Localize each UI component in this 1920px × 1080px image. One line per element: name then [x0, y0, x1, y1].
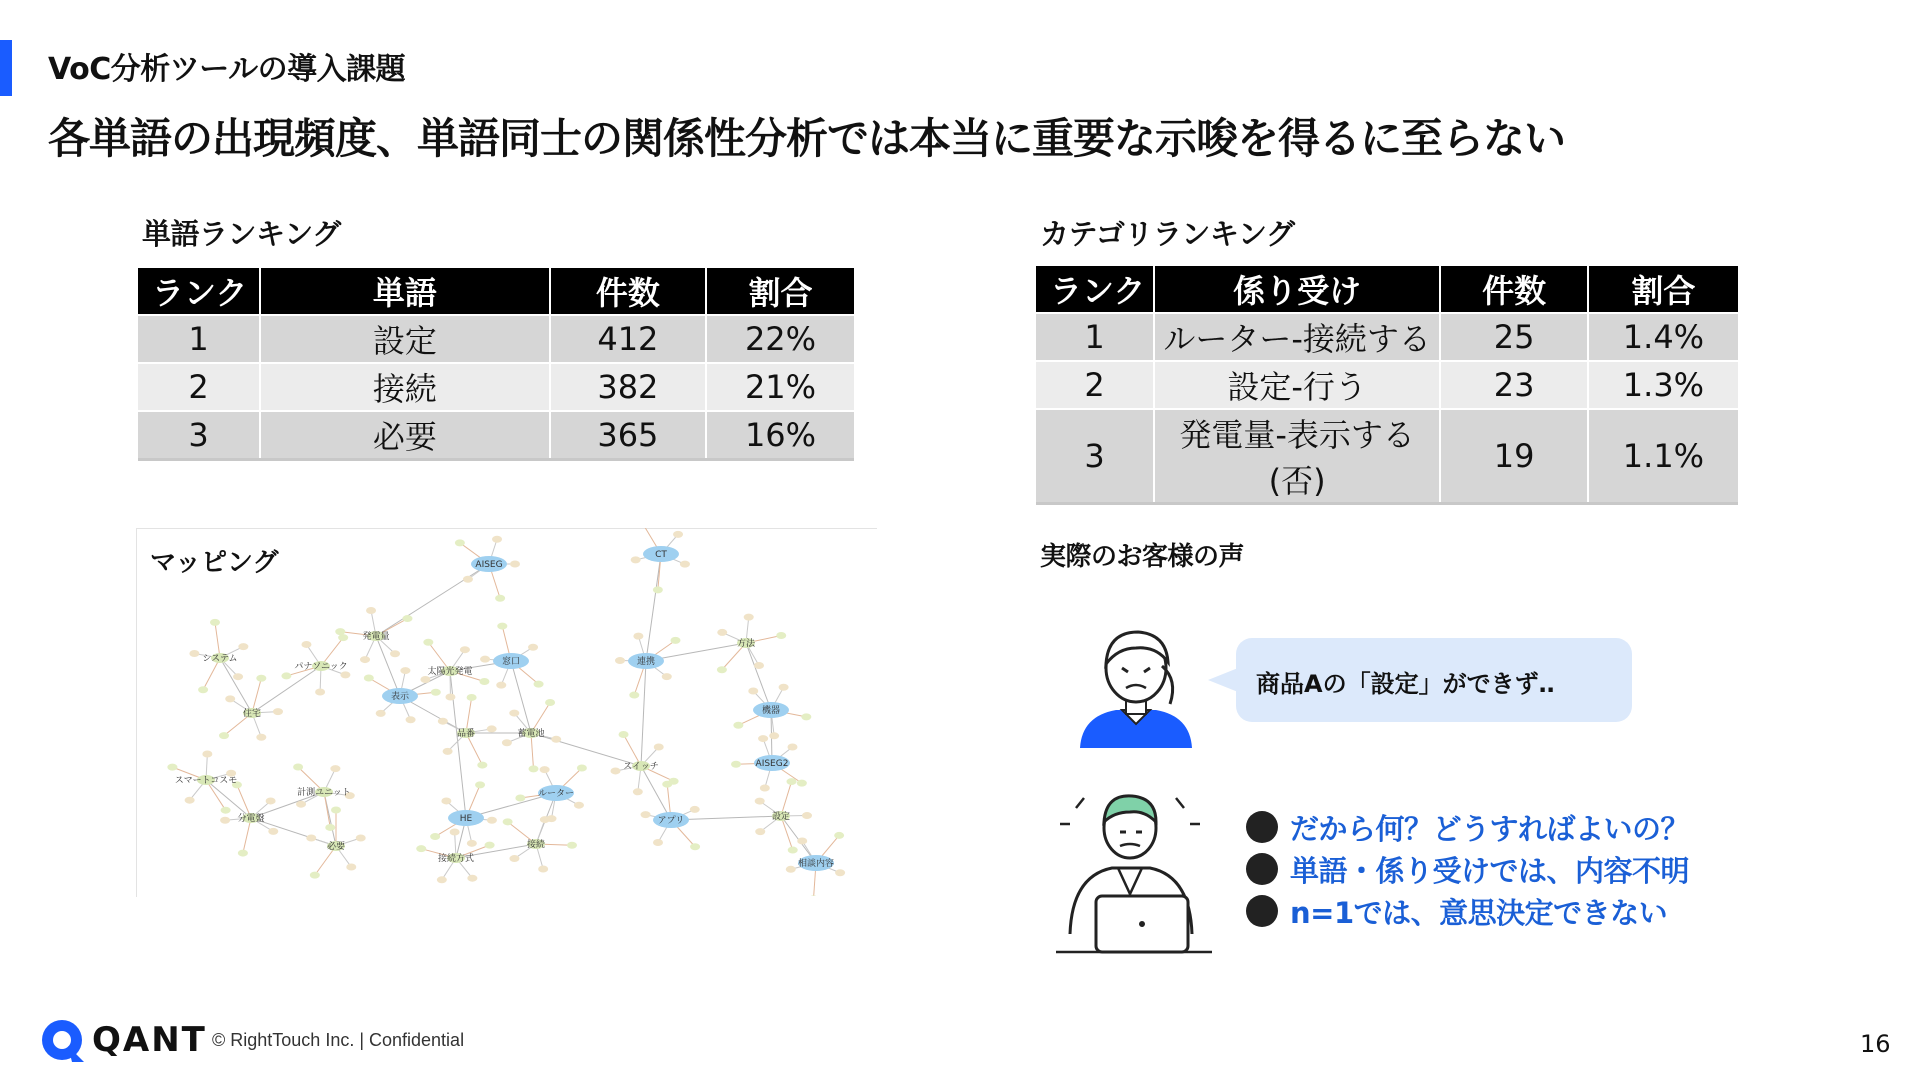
- network-leaf-node: [406, 716, 416, 723]
- network-leaf-node: [748, 687, 758, 694]
- network-leaf-node: [467, 875, 477, 882]
- network-leaf-node: [744, 614, 754, 621]
- network-leaf-node: [690, 806, 700, 813]
- count-cell: 23: [1440, 361, 1588, 409]
- network-leaf-node: [787, 743, 797, 750]
- network-leaf-node: [335, 628, 345, 635]
- network-node-label: 品番: [456, 729, 476, 739]
- network-edge: [466, 697, 472, 733]
- ratio-cell: 22%: [706, 315, 854, 363]
- network-leaf-node: [834, 832, 844, 839]
- concern-item: [1246, 806, 1689, 848]
- network-leaf-node: [534, 681, 544, 688]
- network-leaf-node: [273, 708, 283, 715]
- network-leaf-node: [577, 764, 587, 771]
- network-leaf-node: [788, 847, 798, 854]
- network-leaf-node: [467, 840, 477, 847]
- network-leaf-node: [769, 732, 779, 739]
- count-cell: 412: [550, 315, 706, 363]
- word-ranking-title: 単語ランキング: [142, 217, 341, 251]
- network-node-label: 設定: [771, 812, 791, 822]
- word-cell: 接続: [260, 363, 550, 411]
- network-node-label: 窓口: [501, 657, 521, 667]
- network-leaf-node: [797, 837, 807, 844]
- network-node-label: 蓄電池: [517, 729, 545, 739]
- network-leaf-node: [615, 657, 625, 664]
- network-leaf-node: [540, 766, 550, 773]
- table-row: [1036, 313, 1738, 361]
- network-leaf-node: [528, 644, 538, 651]
- network-leaf-node: [755, 798, 765, 805]
- network-leaf-node: [540, 816, 550, 823]
- network-leaf-node: [281, 672, 291, 679]
- network-leaf-node: [509, 855, 519, 862]
- network-leaf-node: [346, 864, 356, 871]
- network-node-label: HE: [459, 814, 473, 824]
- network-node-label: アプリ: [657, 816, 685, 826]
- network-leaf-node: [619, 731, 629, 738]
- network-edge: [746, 643, 771, 710]
- network-edge: [781, 782, 792, 816]
- column-header: 割合: [1588, 266, 1738, 313]
- column-header: ランク: [1036, 266, 1154, 313]
- network-node-label: AISEG: [475, 560, 503, 570]
- network-leaf-node: [529, 765, 539, 772]
- network-leaf-node: [423, 639, 433, 646]
- category-ranking-table: [1036, 266, 1738, 505]
- network-node-label: スイッチ: [623, 762, 659, 772]
- bullet-dot-icon: [1246, 853, 1278, 885]
- table-row: [1036, 409, 1738, 504]
- network-leaf-node: [629, 692, 639, 699]
- ratio-cell: 21%: [706, 363, 854, 411]
- network-leaf-node: [654, 743, 664, 750]
- network-node-label: 接続方式: [437, 854, 475, 864]
- rank-cell: 3: [138, 411, 260, 460]
- network-node-label: 接続: [526, 840, 546, 850]
- network-leaf-node: [787, 778, 797, 785]
- network-leaf-node: [776, 632, 786, 639]
- customer-quote: 商品Aの「設定」ができず‥: [1256, 670, 1555, 698]
- network-leaf-node: [496, 682, 506, 689]
- network-leaf-node: [416, 845, 426, 852]
- footer-copyright: © RightTouch Inc. | Confidential: [212, 1030, 465, 1050]
- network-leaf-node: [574, 802, 584, 809]
- column-header: 件数: [1440, 266, 1588, 313]
- word-cell: 設定: [260, 315, 550, 363]
- rank-cell: 2: [138, 363, 260, 411]
- network-leaf-node: [460, 646, 470, 653]
- network-leaf-node: [509, 710, 519, 717]
- count-cell: 19: [1440, 409, 1588, 504]
- network-leaf-node: [296, 801, 306, 808]
- speech-bubble-tail: [1208, 668, 1238, 692]
- count-cell: 382: [550, 363, 706, 411]
- network-leaf-node: [717, 629, 727, 636]
- table-row: [138, 411, 854, 460]
- network-leaf-node: [185, 797, 195, 804]
- network-leaf-node: [360, 656, 370, 663]
- analyst-with-laptop-icon: [1056, 784, 1212, 960]
- column-header: ランク: [138, 268, 260, 315]
- network-leaf-node: [808, 895, 818, 896]
- network-leaf-node: [310, 872, 320, 879]
- network-leaf-node: [551, 736, 561, 743]
- network-leaf-node: [400, 667, 410, 674]
- network-leaf-node: [438, 718, 448, 725]
- network-edge: [376, 564, 489, 636]
- rank-cell: 1: [1036, 313, 1154, 361]
- network-leaf-node: [477, 762, 487, 769]
- network-leaf-node: [545, 699, 555, 706]
- network-node-label: パナソニック: [294, 662, 348, 672]
- network-leaf-node: [455, 539, 465, 546]
- phrase-cell: ルーター-接続する: [1154, 313, 1440, 361]
- network-leaf-node: [376, 710, 386, 717]
- network-leaf-node: [731, 761, 741, 768]
- network-leaf-node: [356, 834, 366, 841]
- network-node-label: 必要: [326, 842, 346, 852]
- network-leaf-node: [233, 673, 243, 680]
- network-leaf-node: [690, 843, 700, 850]
- concern-text: n=1では、意思決定できない: [1290, 895, 1668, 930]
- table-header-row: [138, 268, 854, 315]
- network-leaf-node: [758, 735, 768, 742]
- network-leaf-node: [779, 684, 789, 691]
- network-leaf-node: [653, 839, 663, 846]
- network-node-label: 方法: [736, 639, 756, 649]
- network-node-label: 表示: [390, 692, 410, 702]
- network-leaf-node: [256, 734, 266, 741]
- network-leaf-node: [510, 561, 520, 568]
- network-leaf-node: [487, 817, 497, 824]
- network-leaf-node: [167, 764, 177, 771]
- table-header-row: [1036, 266, 1738, 313]
- network-edge: [450, 671, 466, 818]
- network-node-label: 連携: [636, 657, 656, 667]
- network-leaf-node: [797, 780, 807, 787]
- table-row: [1036, 361, 1738, 409]
- brand-name: QANT: [92, 1020, 207, 1060]
- mapping-title: マッピング: [150, 548, 279, 578]
- network-leaf-node: [266, 797, 276, 804]
- column-header: 単語: [260, 268, 550, 315]
- voice-title: 実際のお客様の声: [1040, 542, 1245, 572]
- network-leaf-node: [420, 676, 430, 683]
- phrase-cell: 発電量-表示する(否): [1154, 409, 1440, 504]
- network-leaf-node: [631, 556, 641, 563]
- network-leaf-node: [653, 586, 663, 593]
- network-leaf-node: [221, 807, 231, 814]
- network-leaf-node: [364, 675, 374, 682]
- network-edge: [646, 554, 661, 661]
- ratio-cell: 1.4%: [1588, 313, 1738, 361]
- network-leaf-node: [495, 595, 505, 602]
- word-ranking-table: [138, 268, 854, 461]
- network-leaf-node: [670, 637, 680, 644]
- network-leaf-node: [443, 748, 453, 755]
- network-node-label: 住宅: [242, 709, 262, 719]
- network-leaf-node: [754, 662, 764, 669]
- network-leaf-node: [366, 607, 376, 614]
- network-leaf-node: [673, 531, 683, 538]
- bullet-dot-icon: [1246, 811, 1278, 843]
- network-leaf-node: [802, 812, 812, 819]
- concern-text: 単語・係り受けでは、内容不明: [1290, 853, 1690, 888]
- network-node-label: 相談内容: [797, 859, 835, 869]
- network-leaf-node: [662, 781, 672, 788]
- count-cell: 365: [550, 411, 706, 460]
- network-leaf-node: [717, 666, 727, 673]
- network-node-label: 太陽光発電: [427, 667, 473, 677]
- network-leaf-node: [330, 765, 340, 772]
- network-leaf-node: [503, 818, 513, 825]
- concern-item: [1246, 890, 1667, 932]
- ratio-cell: 1.1%: [1588, 409, 1738, 504]
- page-number: 16: [1860, 1030, 1891, 1058]
- network-leaf-node: [492, 536, 502, 543]
- accent-bar: [0, 40, 12, 96]
- network-leaf-node: [340, 671, 350, 678]
- network-leaf-node: [325, 824, 335, 831]
- table-row: [138, 315, 854, 363]
- network-leaf-node: [238, 643, 248, 650]
- category-ranking-title: カテゴリランキング: [1040, 217, 1295, 251]
- count-cell: 25: [1440, 313, 1588, 361]
- network-leaf-node: [641, 811, 651, 818]
- bullet-dot-icon: [1246, 895, 1278, 927]
- network-leaf-node: [238, 850, 248, 857]
- network-leaf-node: [402, 615, 412, 622]
- network-node-label: ルーター: [537, 789, 575, 799]
- network-leaf-node: [220, 817, 230, 824]
- network-leaf-node: [610, 767, 620, 774]
- network-leaf-node: [268, 828, 278, 835]
- network-leaf-node: [480, 656, 490, 663]
- network-leaf-node: [198, 686, 208, 693]
- customer-avatar-icon: [1066, 618, 1206, 750]
- network-leaf-node: [497, 623, 507, 630]
- network-leaf-node: [306, 834, 316, 841]
- network-leaf-node: [538, 865, 548, 872]
- network-leaf-node: [219, 732, 229, 739]
- concern-item: [1246, 848, 1689, 890]
- network-leaf-node: [315, 688, 325, 695]
- network-edge: [641, 661, 646, 766]
- network-leaf-node: [338, 634, 348, 641]
- rank-cell: 2: [1036, 361, 1154, 409]
- network-leaf-node: [485, 842, 495, 849]
- phrase-cell: 設定-行う: [1154, 361, 1440, 409]
- network-node-label: システム: [202, 654, 238, 664]
- network-leaf-node: [633, 788, 643, 795]
- network-leaf-node: [202, 751, 212, 758]
- network-node-label: CT: [655, 550, 667, 560]
- network-leaf-node: [835, 869, 845, 876]
- network-leaf-node: [733, 722, 743, 729]
- network-leaf-node: [390, 650, 400, 657]
- page-title: 各単語の出現頻度、単語同士の関係性分析では本当に重要な示唆を得るに至らない: [48, 114, 1566, 163]
- network-leaf-node: [760, 784, 770, 791]
- network-leaf-node: [479, 678, 489, 685]
- column-header: 割合: [706, 268, 854, 315]
- network-edge: [376, 636, 400, 696]
- network-node-label: 発電量: [362, 632, 390, 642]
- network-leaf-node: [431, 689, 441, 696]
- concern-text: だから何？どうすればよいの？: [1290, 811, 1690, 846]
- network-leaf-node: [189, 650, 199, 657]
- network-node-label: AISEG2: [755, 759, 789, 769]
- network-leaf-node: [502, 739, 512, 746]
- column-header: 係り受け: [1154, 266, 1440, 313]
- mapping-network-graph: [136, 528, 876, 896]
- network-leaf-node: [515, 795, 525, 802]
- rank-cell: 3: [1036, 409, 1154, 504]
- qant-logo-icon: [38, 1016, 88, 1066]
- network-leaf-node: [633, 633, 643, 640]
- network-leaf-node: [331, 807, 341, 814]
- ratio-cell: 1.3%: [1588, 361, 1738, 409]
- network-leaf-node: [786, 866, 796, 873]
- network-node-label: 分電盤: [237, 814, 265, 824]
- network-leaf-node: [487, 725, 497, 732]
- section-label: VoC分析ツールの導入課題: [48, 52, 406, 87]
- network-leaf-node: [475, 781, 485, 788]
- network-leaf-node: [680, 561, 690, 568]
- network-leaf-node: [801, 713, 811, 720]
- network-leaf-node: [467, 694, 477, 701]
- word-cell: 必要: [260, 411, 550, 460]
- network-leaf-node: [225, 695, 235, 702]
- network-edge: [215, 622, 220, 658]
- network-leaf-node: [445, 693, 455, 700]
- network-node-label: 計測ユニット: [297, 788, 351, 798]
- table-row: [138, 363, 854, 411]
- network-leaf-node: [430, 833, 440, 840]
- network-leaf-node: [567, 842, 577, 849]
- network-node-label: スマートコスモ: [174, 776, 238, 786]
- network-leaf-node: [463, 576, 473, 583]
- network-leaf-node: [662, 673, 672, 680]
- network-leaf-node: [441, 797, 451, 804]
- ratio-cell: 16%: [706, 411, 854, 460]
- network-node-label: 機器: [761, 706, 781, 716]
- rank-cell: 1: [138, 315, 260, 363]
- column-header: 件数: [550, 268, 706, 315]
- network-leaf-node: [210, 619, 220, 626]
- network-edge: [511, 661, 531, 733]
- network-leaf-node: [293, 763, 303, 770]
- network-leaf-node: [450, 829, 460, 836]
- network-leaf-node: [755, 828, 765, 835]
- network-leaf-node: [301, 641, 311, 648]
- network-leaf-node: [437, 876, 447, 883]
- network-leaf-node: [256, 675, 266, 682]
- network-edge: [220, 658, 252, 713]
